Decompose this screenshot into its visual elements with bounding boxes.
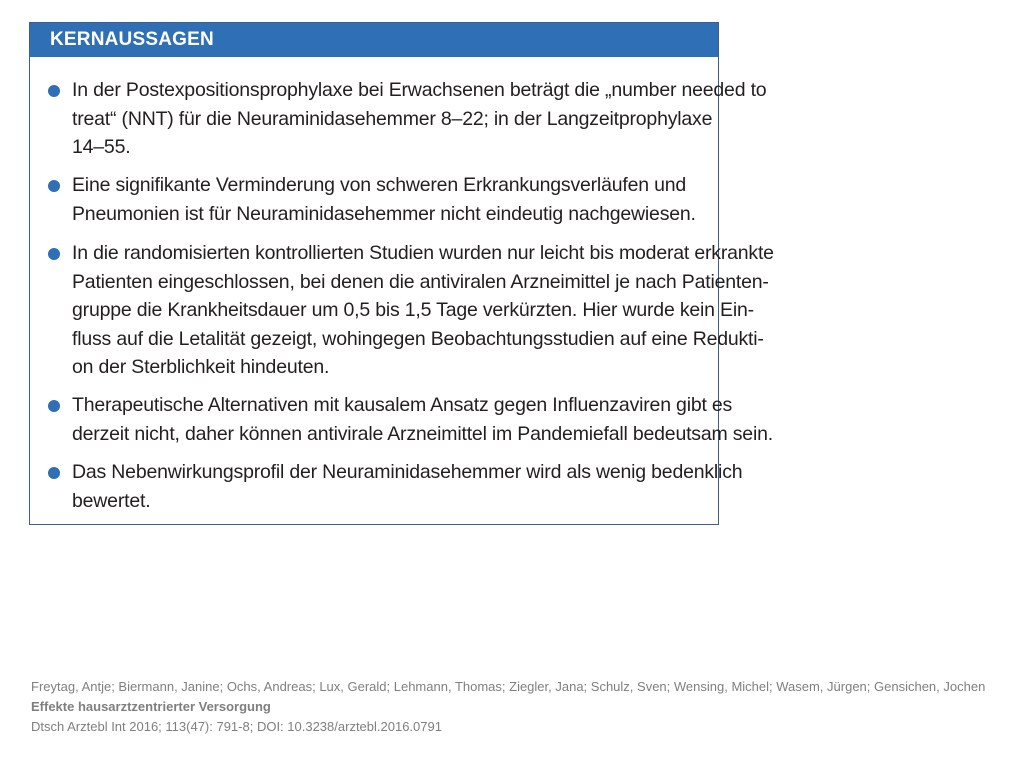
citation-source: Dtsch Arztebl Int 2016; 113(47): 791-8; DOI: 10.3238/arztebl.2016.0791 [31,719,442,734]
item-line: Therapeutische Alternativen mit kausalem Ansatz gegen Influenzaviren gibt es [72,394,733,416]
item-line: In der Postexpositionsprophylaxe bei Erwachsenen beträgt die „number needed to [72,79,767,101]
item-line: Das Nebenwirkungsprofil der Neuraminidasehemmer wird als wenig bedenklich [72,461,743,483]
item-line: In die randomisierten kontrollierten Studien wurden nur leicht bis moderat erkrankte [72,242,774,264]
box-title: KERNAUSSAGEN [30,23,718,57]
bullet-icon [48,248,60,260]
bullet-icon [48,180,60,192]
item-line: treat“ (NNT) für die Neuraminidasehemmer 8–22; in der Langzeitprophylaxe [72,107,713,130]
citation [31,677,1001,737]
item-line: Eine signifikante Verminderung von schweren Erkrankungsverläufen und [72,174,687,196]
item-line: Pneumonien ist für Neuraminidasehemmer nicht eindeutig nachgewiesen. [72,202,696,225]
item-line: derzeit nicht, daher können antivirale Arzneimittel im Pandemiefall bedeutsam sein. [72,422,773,445]
list-item [30,391,773,448]
list-item [30,458,743,515]
bullet-icon [48,400,60,412]
citation-authors: Freytag, Antje; Biermann, Janine; Ochs, Andreas; Lux, Gerald; Lehmann, Thomas; Ziegler, Jana; Schulz, Sven; Wensing, Michel; Wasem, Jürgen; Gensichen, Jochen [31,679,986,694]
bullet-icon [48,85,60,97]
item-line: gruppe die Krankheitsdauer um 0,5 bis 1,5 Tage verkürzten. Hier wurde kein Ein- [72,299,754,321]
bullet-icon [48,467,60,479]
item-line: Patienten eingeschlossen, bei denen die antiviralen Arzneimittel je nach Patienten- [72,270,769,293]
item-line: 14–55. [72,136,131,158]
list-item [30,239,774,382]
item-line: on der Sterblichkeit hindeuten. [72,356,330,378]
item-line: fluss auf die Letalität gezeigt, wohingegen Beobachtungsstudien auf eine Redukti- [72,327,764,350]
list-item [30,76,767,162]
key-messages-box [29,22,774,525]
list-item [30,171,720,228]
citation-title: Effekte hausarztzentrierter Versorgung [31,699,271,714]
item-line: bewertet. [72,489,151,512]
